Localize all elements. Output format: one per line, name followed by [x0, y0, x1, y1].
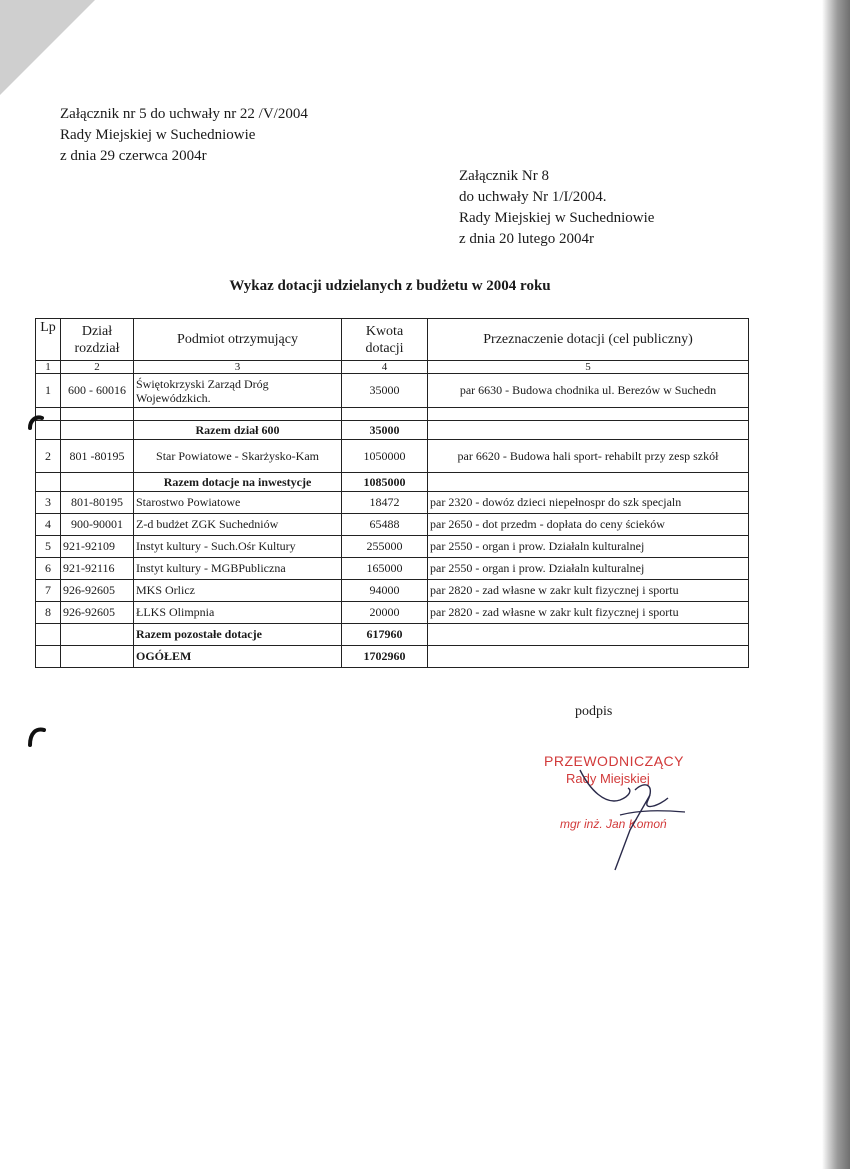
cell-kwota: 1050000 — [342, 440, 428, 473]
cell-dzial: 801-80195 — [61, 492, 134, 514]
cell-kwota: 1085000 — [342, 473, 428, 492]
cell-podmiot: Razem pozostałe dotacje — [134, 624, 342, 646]
cell-kwota: 35000 — [342, 374, 428, 408]
column-number: 2 — [61, 361, 134, 374]
header-left-line-1: Załącznik nr 5 do uchwały nr 22 /V/2004 — [60, 106, 308, 122]
document-title: Wykaz dotacji udzielanych z budżetu w 2004 roku — [229, 278, 551, 294]
signature-label: podpis — [575, 704, 613, 719]
cell-kwota: 165000 — [342, 558, 428, 580]
cell-kwota: 65488 — [342, 514, 428, 536]
cell-podmiot: Star Powiatowe - Skarżysko-Kam — [134, 440, 342, 473]
cell-podmiot: ŁLKS Olimpnia — [134, 602, 342, 624]
cell-dzial: 921-92116 — [61, 558, 134, 580]
cell-lp: 8 — [36, 602, 61, 624]
header-right-line-2: do uchwały Nr 1/I/2004. — [459, 189, 607, 205]
cell-dzial: 926-92605 — [61, 580, 134, 602]
header-left-line-3: z dnia 29 czerwca 2004r — [60, 148, 207, 164]
cell-podmiot: Z-d budżet ZGK Suchedniów — [134, 514, 342, 536]
cell-kwota: 18472 — [342, 492, 428, 514]
header-dzial-line-1: Dział — [81, 323, 113, 339]
cell-przeznaczenie: par 2820 - zad własne w zakr kult fizycznej i sportu — [428, 580, 749, 602]
cell-lp: 6 — [36, 558, 61, 580]
header-podmiot: Podmiot otrzymujący — [134, 319, 342, 361]
cell-przeznaczenie: par 2820 - zad własne w zakr kult fizycznej i sportu — [428, 602, 749, 624]
cell-podmiot: Instyt kultury - Such.Ośr Kultury — [134, 536, 342, 558]
header-lp: Lp — [36, 319, 61, 361]
cell-dzial: 900-90001 — [61, 514, 134, 536]
column-number: 3 — [134, 361, 342, 374]
cell-podmiot: Razem dział 600 — [134, 421, 342, 440]
cell-przeznaczenie: par 2650 - dot przedm - dopłata do ceny ścieków — [428, 514, 749, 536]
header-kwota-line-2: dotacji — [365, 340, 404, 356]
cell-lp: 4 — [36, 514, 61, 536]
cell-przeznaczenie: par 6630 - Budowa chodnika ul. Berezów w Suchedn — [428, 374, 749, 408]
header-right-line-1: Załącznik Nr 8 — [459, 168, 549, 184]
stamp-council: Rady Miejskiej — [566, 771, 650, 786]
cell-podmiot: OGÓŁEM — [134, 646, 342, 668]
stamp-name: mgr inż. Jan Komoń — [560, 817, 667, 831]
cell-lp: 1 — [36, 374, 61, 408]
cell-kwota: 20000 — [342, 602, 428, 624]
cell-dzial: 926-92605 — [61, 602, 134, 624]
stamp-title: PRZEWODNICZĄCY — [544, 753, 684, 769]
cell-podmiot: MKS Orlicz — [134, 580, 342, 602]
cell-kwota: 617960 — [342, 624, 428, 646]
cell-podmiot: Świętokrzyski Zarząd Dróg Wojewódzkich. — [134, 374, 342, 408]
cell-podmiot: Razem dotacje na inwestycje — [134, 473, 342, 492]
cell-lp: 7 — [36, 580, 61, 602]
cell-kwota: 1702960 — [342, 646, 428, 668]
cell-lp: 5 — [36, 536, 61, 558]
header-przeznaczenie: Przeznaczenie dotacji (cel publiczny) — [428, 319, 749, 361]
cell-dzial: 801 -80195 — [61, 440, 134, 473]
column-number: 4 — [342, 361, 428, 374]
cell-przeznaczenie: par 2550 - organ i prow. Działaln kulturalnej — [428, 536, 749, 558]
header-left-line-2: Rady Miejskiej w Suchedniowie — [60, 127, 256, 143]
column-number: 1 — [36, 361, 61, 374]
cell-dzial: 921-92109 — [61, 536, 134, 558]
cell-lp: 3 — [36, 492, 61, 514]
header-dzial-line-2: rozdział — [74, 340, 120, 356]
cell-podmiot: Starostwo Powiatowe — [134, 492, 342, 514]
cell-lp: 2 — [36, 440, 61, 473]
cell-dzial: 600 - 60016 — [61, 374, 134, 408]
cell-przeznaczenie: par 2550 - organ i prow. Działaln kulturalnej — [428, 558, 749, 580]
cell-przeznaczenie: par 2320 - dowóz dzieci niepełnospr do szk specjaln — [428, 492, 749, 514]
cell-kwota: 255000 — [342, 536, 428, 558]
header-kwota-line-1: Kwota — [365, 323, 404, 339]
cell-kwota: 35000 — [342, 421, 428, 440]
header-right-line-3: Rady Miejskiej w Suchedniowie — [459, 210, 655, 226]
column-number: 5 — [428, 361, 749, 374]
cell-podmiot: Instyt kultury - MGBPubliczna — [134, 558, 342, 580]
cell-kwota: 94000 — [342, 580, 428, 602]
cell-przeznaczenie: par 6620 - Budowa hali sport- rehabilt przy zesp szkół — [428, 440, 749, 473]
header-right-line-4: z dnia 20 lutego 2004r — [459, 231, 594, 247]
